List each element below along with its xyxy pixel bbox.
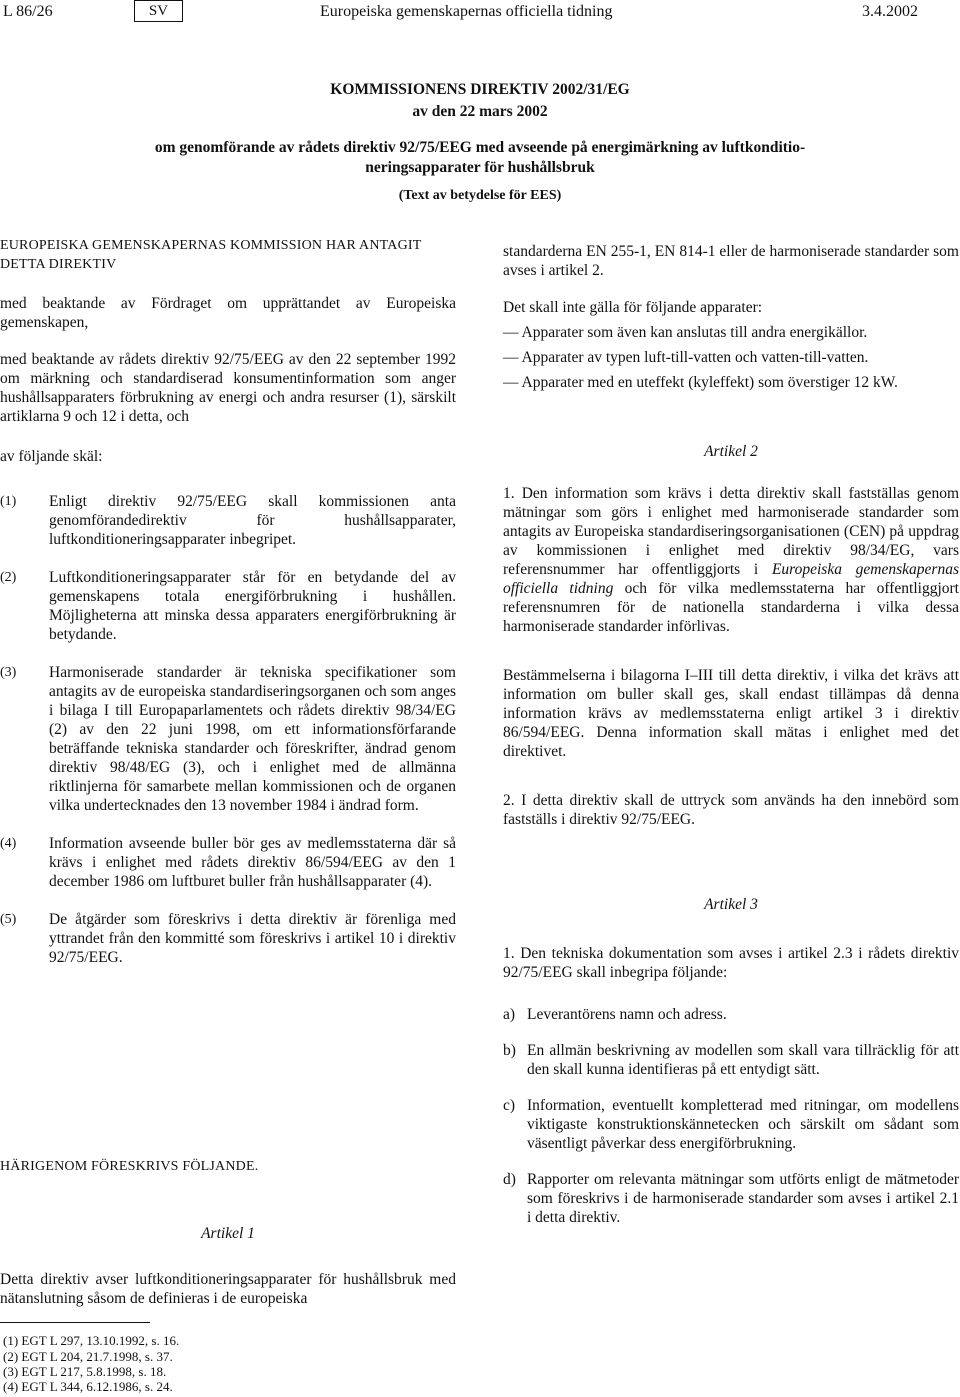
list-text: Rapporter om relevanta mätningar som utförts enligt de mätmetoder som föreskrivs i de harmoniserade standarder som avses i artikel 2.1 i detta direktiv. (527, 1171, 959, 1226)
recital-number: (3) (0, 665, 17, 680)
preamble-citation-1: med beaktande av Fördraget om upprättandet av Europeiska gemenskapen, (0, 295, 456, 331)
preamble-citation-2: med beaktande av rådets direktiv 92/75/EEG av den 22 september 1992 om märkning och standardiserad konsumentinformation som anger hushållsapparaters förbrukning av energi och andra resurser (1), särskilt artiklarna 9 och 12 i detta, och (0, 351, 456, 425)
recital-text: Harmoniserade standarder är tekniska specifikationer som antagits av de europeiska standardiseringsorganen och som anges i bilaga I till Europaparlamentets och rådets direktiv 98/34/EG (2) av den 22 juni 1998, om ett informationsförfarande beträffande tekniska standarder och föreskrifter, ändrad genom direktiv 98/48/EG (3), och i enlighet med de allmänna riktlinjerna för samarbete mellan kommissionen och de organen vilka undertecknades den 13 november 1984 i ändrad form. (49, 664, 456, 814)
directive-subject-line1: om genomförande av rådets direktiv 92/75/EEG med avseende på energimärkning av luftkonditio- (154, 139, 806, 156)
directive-date: av den 22 mars 2002 (412, 103, 548, 120)
exclusion-item: — Apparater med en uteffekt (kyleffekt) som överstiger 12 kW. (503, 374, 898, 391)
footnote-4: (4) EGT L 344, 6.12.1986, s. 24. (3, 1379, 173, 1394)
preamble-intro: EUROPEISKA GEMENSKAPERNAS KOMMISSION HAR ANTAGIT DETTA DIREKTIV (0, 238, 422, 272)
article-1-heading: Artikel 1 (201, 1225, 255, 1242)
eea-note: (Text av betydelse för EES) (398, 188, 562, 203)
footnote-2: (2) EGT L 204, 21.7.1998, s. 37. (3, 1349, 173, 1364)
journal-name-italic: Europeiska gemenskapernas officiella tidning (503, 561, 959, 597)
language-badge: SV (134, 0, 183, 22)
page-ref: L 86/26 (3, 3, 53, 20)
list-item-d (503, 1170, 959, 1227)
list-label: a) (503, 1006, 516, 1023)
left-column (0, 236, 456, 967)
whereas-intro: av följande skäl: (0, 448, 103, 465)
article-2-para-2: Bestämmelserna i bilagorna I–III till detta direktiv, i vilka det krävs att information om buller skall ges, skall endast tillämpas då denna information krävs av medlemsstaterna enligt artikel 3 i direktiv 86/594/EEG. Denna information skall mätas i enlighet med det direktivet. (503, 667, 959, 760)
list-item-b (503, 1041, 959, 1079)
footnote-divider (0, 1322, 150, 1323)
exclusion-item: — Apparater som även kan anslutas till andra energikällor. (503, 324, 868, 341)
exclusions-intro: Det skall inte gälla för följande apparater: (503, 299, 763, 316)
article-2-para-1-b: och för vilka medlemsstaterna har offentliggjort referensnumren för de nationella standarderna i vilka dessa harmoniserade standarder införlivas. (503, 580, 959, 635)
list-item-a (503, 1005, 959, 1024)
recital-number: (2) (0, 570, 17, 585)
article-1-continuation: standarderna EN 255-1, EN 814-1 eller de harmoniserade standarder som avses i artikel 2. (503, 243, 959, 279)
article-2-para-1-a: 1. Den information som krävs i detta direktiv skall fastställas genom mätningar som görs i enlighet med harmoniserade standarder som antagits av Europeiska standardiseringsorganisationen (CEN) på uppdrag av kommissionen i enlighet med direktiv 98/34/EG, vars referensnummer har offentliggjorts i (503, 485, 959, 578)
list-item-c (503, 1096, 959, 1153)
recital-number: (5) (0, 912, 17, 927)
directive-subject-line2: neringsapparater för hushållsbruk (365, 159, 595, 176)
footnote-1: (1) EGT L 297, 13.10.1992, s. 16. (3, 1333, 180, 1348)
recital-1 (0, 492, 456, 549)
recital-number: (4) (0, 836, 17, 851)
recital-text: Enligt direktiv 92/75/EEG skall kommissionen anta genomförandedirektiv för hushållsapparater, luftkonditioneringsapparater inbegripet. (49, 493, 456, 548)
recital-2 (0, 568, 456, 644)
list-text: En allmän beskrivning av modellen som skall vara tillräcklig för att den skall kunna identifieras på ett entydigt sätt. (527, 1042, 959, 1078)
article-3-heading: Artikel 3 (704, 896, 758, 913)
journal-title: Europeiska gemenskapernas officiella tidning (320, 3, 613, 20)
recital-text: Information avseende buller bör ges av medlemsstaterna där så krävs i enlighet med rådets direktiv 86/594/EEG av den 1 december 1986 om luftburet buller från hushållsapparater (4). (49, 835, 456, 890)
recital-4 (0, 834, 456, 891)
exclusion-item: — Apparater av typen luft-till-vatten och vatten-till-vatten. (503, 349, 869, 366)
directive-title: KOMMISSIONENS DIREKTIV 2002/31/EG (330, 81, 630, 98)
article-2-para-1 (503, 484, 959, 636)
article-2-para-3: 2. I detta direktiv skall de uttryck som används ha den innebörd som fastställs i direktiv 92/75/EEG. (503, 792, 959, 828)
recital-5 (0, 910, 456, 967)
article-2-heading: Artikel 2 (704, 443, 758, 460)
right-column (503, 242, 959, 1227)
list-text: Leverantörens namn och adress. (527, 1006, 727, 1023)
list-label: d) (503, 1171, 516, 1188)
enacting-formula: HÄRIGENOM FÖRESKRIVS FÖLJANDE. (0, 1159, 259, 1174)
list-text: Information, eventuellt kompletterad med ritningar, om modellens viktigaste konstruktionskännetecken och särskilt om sådant som väsentligt påverkar dess energiförbrukning. (527, 1097, 959, 1152)
recital-3 (0, 663, 456, 815)
article-1-text: Detta direktiv avser luftkonditioneringsapparater för hushållsbruk med nätanslutning såsom de definieras i de europeiska (0, 1271, 456, 1307)
footnote-3: (3) EGT L 217, 5.8.1998, s. 18. (3, 1364, 167, 1379)
article-3-para-1: 1. Den tekniska dokumentation som avses i artikel 2.3 i rådets direktiv 92/75/EEG skall inbegripa följande: (503, 945, 959, 981)
recital-text: Luftkonditioneringsapparater står för en betydande del av gemenskapens totala energiförbrukning i hushållen. Möjligheterna att minska dessa apparaters energiförbrukning är betydande. (49, 569, 456, 643)
issue-date: 3.4.2002 (862, 3, 918, 20)
recital-number: (1) (0, 494, 17, 509)
list-label: b) (503, 1042, 516, 1059)
recital-text: De åtgärder som föreskrivs i detta direktiv är förenliga med yttrandet från den kommitté som föreskrivs i artikel 10 i direktiv 92/75/EEG. (49, 911, 456, 966)
list-label: c) (503, 1097, 516, 1114)
